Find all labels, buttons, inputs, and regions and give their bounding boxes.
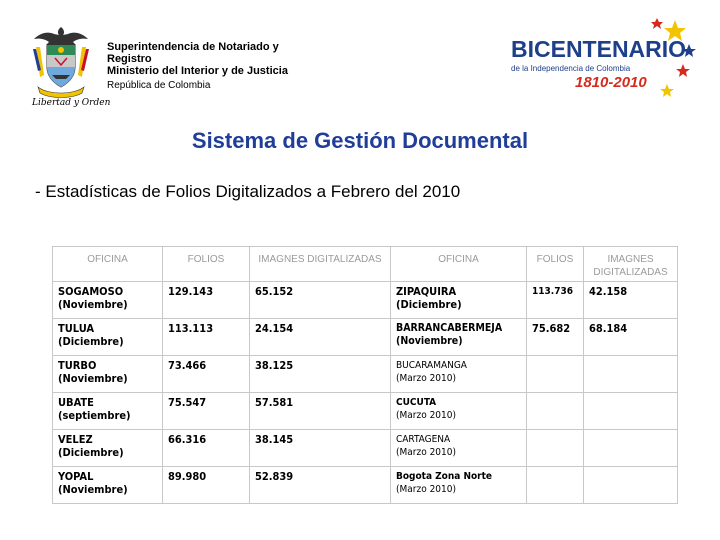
office-cell-2	[391, 319, 527, 356]
table-row	[53, 319, 678, 356]
office-cell-2	[391, 282, 527, 319]
folios-cell-2	[527, 356, 584, 393]
column-header-folios: FOLIOS	[163, 247, 250, 282]
bicentenario-subtitle: de la Independencia de Colombia	[511, 64, 631, 73]
office-cell	[53, 356, 163, 393]
folios-cell: 129.143	[163, 282, 250, 319]
folios-cell: 89.980	[163, 467, 250, 504]
office-cell	[53, 467, 163, 504]
images-cell-2	[584, 430, 678, 467]
folios-cell-2: 113.736	[527, 282, 584, 319]
crest-motto: Libertad y Orden	[32, 98, 111, 108]
org-name-line1: Superintendencia de Notariado y	[107, 41, 279, 53]
folios-cell: 66.316	[163, 430, 250, 467]
column-header-oficina-2: OFICINA	[391, 247, 527, 282]
page-subtitle: - Estadísticas de Folios Digitalizados a Febrero del 2010	[35, 182, 461, 201]
office-cell	[53, 319, 163, 356]
office-cell-2	[391, 467, 527, 504]
org-name-line2: Registro	[107, 53, 152, 65]
office-cell-2	[391, 356, 527, 393]
office-period: (Noviembre)	[58, 372, 128, 385]
office-cell-2	[391, 430, 527, 467]
office-name: ZIPAQUIRA	[396, 285, 457, 298]
images-cell-2	[584, 467, 678, 504]
table-header-row	[53, 247, 678, 282]
folios-cell-2	[527, 430, 584, 467]
office-period: (Noviembre)	[396, 335, 463, 347]
office-name: BARRANCABERMEJA	[396, 322, 503, 334]
column-header-imagenes: IMAGNES DIGITALIZADAS	[250, 247, 391, 282]
images-cell-2: 68.184	[584, 319, 678, 356]
table-row	[53, 467, 678, 504]
page-header	[0, 0, 720, 115]
column-header-imagenes-2: IMAGNES DIGITALIZADAS	[584, 247, 678, 282]
office-period: (Diciembre)	[58, 446, 124, 459]
office-period: (Marzo 2010)	[396, 447, 456, 458]
folios-cell-2	[527, 467, 584, 504]
table-row	[53, 430, 678, 467]
folios-cell-2	[527, 393, 584, 430]
images-cell: 38.145	[250, 430, 391, 467]
images-cell-2: 42.158	[584, 282, 678, 319]
office-name: SOGAMOSO	[58, 285, 124, 298]
office-name: UBATE	[58, 396, 94, 409]
office-period: (Diciembre)	[58, 335, 124, 348]
office-name: VELEZ	[58, 433, 93, 446]
office-period: (Diciembre)	[396, 298, 462, 311]
statistics-table	[52, 246, 678, 504]
office-period: (Marzo 2010)	[396, 410, 456, 421]
images-cell-2	[584, 393, 678, 430]
office-name: CARTAGENA	[396, 434, 451, 445]
office-period: (Marzo 2010)	[396, 484, 456, 495]
bicentenario-logo	[497, 14, 697, 104]
images-cell: 38.125	[250, 356, 391, 393]
folios-cell-2: 75.682	[527, 319, 584, 356]
images-cell: 65.152	[250, 282, 391, 319]
folios-cell: 75.547	[163, 393, 250, 430]
office-cell-2	[391, 393, 527, 430]
bicentenario-title: BICENTENARIO	[511, 36, 687, 62]
office-period: (Noviembre)	[58, 298, 128, 311]
org-country: República de Colombia	[107, 80, 211, 91]
office-period: (Marzo 2010)	[396, 373, 456, 384]
office-cell	[53, 393, 163, 430]
folios-cell: 113.113	[163, 319, 250, 356]
office-cell	[53, 282, 163, 319]
images-cell: 52.839	[250, 467, 391, 504]
page-title: Sistema de Gestión Documental	[191, 128, 529, 153]
office-name: CUCUTA	[396, 397, 437, 408]
office-period: (septiembre)	[58, 409, 131, 422]
table-row	[53, 282, 678, 319]
folios-cell: 73.466	[163, 356, 250, 393]
bicentenario-years: 1810-2010	[575, 74, 647, 91]
organization-block	[107, 41, 317, 92]
office-cell	[53, 430, 163, 467]
table-row	[53, 393, 678, 430]
column-header-folios-2: FOLIOS	[527, 247, 584, 282]
images-cell: 24.154	[250, 319, 391, 356]
column-header-oficina: OFICINA	[53, 247, 163, 282]
images-cell-2	[584, 356, 678, 393]
table-row	[53, 356, 678, 393]
office-name: BUCARAMANGA	[396, 360, 467, 371]
office-name: YOPAL	[58, 470, 94, 483]
office-name: Bogota Zona Norte	[396, 471, 493, 482]
images-cell: 57.581	[250, 393, 391, 430]
office-name: TULUA	[58, 322, 95, 335]
org-ministry: Ministerio del Interior y de Justicia	[107, 65, 288, 77]
office-name: TURBO	[58, 359, 97, 372]
office-period: (Noviembre)	[58, 483, 128, 496]
